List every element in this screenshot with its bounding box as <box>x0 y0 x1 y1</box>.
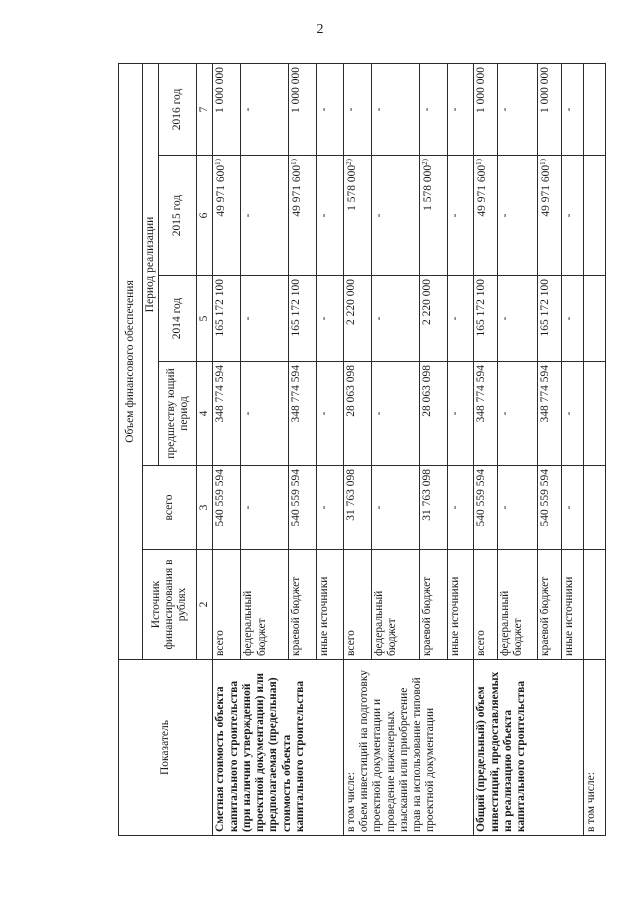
header-2016: 2016 год <box>159 63 197 155</box>
value-text: - <box>318 411 331 416</box>
value-cell <box>371 156 419 276</box>
value-cell <box>241 362 289 466</box>
value-cell <box>561 362 583 466</box>
value-cell <box>213 466 241 550</box>
value-text: - <box>498 316 511 321</box>
table-body <box>213 63 606 835</box>
value-text: 49 971 600 <box>476 164 489 217</box>
source-cell: всего <box>474 550 498 660</box>
value-text: 165 172 100 <box>214 279 227 337</box>
rotated-table-container <box>118 64 606 836</box>
value-cell <box>497 63 537 155</box>
column-number: 5 <box>197 276 213 362</box>
value-cell <box>474 156 498 276</box>
value-text: 540 559 594 <box>475 469 488 527</box>
source-cell: краевой бюджет <box>538 550 562 660</box>
value-cell <box>419 63 447 155</box>
value-cell <box>474 276 498 362</box>
empty-cell <box>583 156 605 276</box>
value-text: 31 763 098 <box>344 469 357 521</box>
value-text: - <box>318 213 331 218</box>
source-cell: иные источники <box>317 550 343 660</box>
value-cell <box>241 63 289 155</box>
value-text: 49 971 600 <box>540 164 553 217</box>
source-cell: всего <box>213 550 241 660</box>
value-text: - <box>318 505 331 510</box>
value-cell <box>447 276 473 362</box>
value-cell <box>289 63 317 155</box>
value-text: - <box>372 213 385 218</box>
value-cell <box>241 466 289 550</box>
value-text: 49 971 600 <box>291 164 304 217</box>
value-cell <box>317 63 343 155</box>
value-cell <box>213 63 241 155</box>
value-cell <box>538 466 562 550</box>
value-cell <box>213 362 241 466</box>
value-text: - <box>498 213 511 218</box>
value-cell <box>561 156 583 276</box>
header-period: Период реализации <box>143 63 159 465</box>
value-cell <box>289 276 317 362</box>
value-cell <box>474 63 498 155</box>
value-cell <box>289 362 317 466</box>
value-cell <box>241 276 289 362</box>
value-text: 540 559 594 <box>214 469 227 527</box>
value-text: - <box>448 505 461 510</box>
footnote-marker: 1) <box>475 159 484 165</box>
column-number: 7 <box>197 63 213 155</box>
table-title: Объем финансового обеспечения <box>119 63 143 659</box>
value-text: 165 172 100 <box>290 279 303 337</box>
source-cell: федеральный бюджет <box>241 550 289 660</box>
header-2014: 2014 год <box>159 276 197 362</box>
value-cell <box>343 156 371 276</box>
value-cell <box>317 362 343 466</box>
footer-label: в том числе: <box>583 660 605 836</box>
source-cell: федеральный бюджет <box>497 550 537 660</box>
value-text: 31 763 098 <box>420 469 433 521</box>
indicator-cell <box>343 660 473 836</box>
value-cell <box>497 156 537 276</box>
value-cell <box>538 276 562 362</box>
value-text: - <box>562 411 575 416</box>
value-cell <box>561 276 583 362</box>
value-cell <box>213 156 241 276</box>
value-cell <box>538 362 562 466</box>
table-row <box>343 63 371 835</box>
value-text: - <box>242 107 255 112</box>
empty-cell <box>583 466 605 550</box>
table-row <box>474 63 498 835</box>
header-total: всего <box>143 466 197 550</box>
value-cell <box>497 276 537 362</box>
value-text: - <box>448 213 461 218</box>
footnote-marker: 2) <box>420 159 429 165</box>
page-number: 2 <box>316 22 324 37</box>
value-cell <box>317 156 343 276</box>
source-cell: краевой бюджет <box>419 550 447 660</box>
table-row <box>583 63 605 835</box>
header-indicator: Показатель <box>119 660 213 836</box>
value-cell <box>538 63 562 155</box>
source-cell: краевой бюджет <box>289 550 317 660</box>
value-text: - <box>242 213 255 218</box>
value-cell <box>289 156 317 276</box>
value-text: 28 063 098 <box>420 365 433 417</box>
value-text: - <box>318 107 331 112</box>
value-text: 348 774 594 <box>214 365 227 423</box>
value-cell <box>317 276 343 362</box>
value-text: 1 578 000 <box>345 164 358 211</box>
footnote-marker: 1) <box>290 159 299 165</box>
value-cell <box>419 156 447 276</box>
empty-cell <box>583 362 605 466</box>
value-cell <box>343 362 371 466</box>
value-text: - <box>372 107 385 112</box>
value-text: 165 172 100 <box>539 279 552 337</box>
source-cell: иные источники <box>561 550 583 660</box>
indicator-prefix: в том числе: <box>344 772 357 832</box>
value-text: - <box>372 505 385 510</box>
value-text: 540 559 594 <box>539 469 552 527</box>
column-number: 4 <box>197 362 213 466</box>
empty-cell <box>583 550 605 660</box>
value-cell <box>447 156 473 276</box>
value-cell <box>538 156 562 276</box>
empty-cell <box>583 63 605 155</box>
value-cell <box>371 362 419 466</box>
header-source: Источник финансирования в рублях <box>143 550 197 660</box>
value-cell <box>371 276 419 362</box>
indicator-cell <box>474 660 583 836</box>
financing-table <box>118 63 606 836</box>
column-number: 2 <box>197 550 213 660</box>
value-text: 1 000 000 <box>539 66 552 113</box>
table-row <box>213 63 241 835</box>
source-cell: федеральный бюджет <box>371 550 419 660</box>
value-text: 2 220 000 <box>420 279 433 325</box>
value-text: - <box>448 316 461 321</box>
value-cell <box>213 276 241 362</box>
value-text: - <box>372 411 385 416</box>
indicator-label: объем инвестиций на подготовку проектной документации и проведение инженерных изысканий или приобретение прав на использование типовой проектной документации <box>358 669 437 832</box>
value-text: 348 774 594 <box>539 365 552 423</box>
value-cell <box>289 466 317 550</box>
value-cell <box>241 156 289 276</box>
footnote-marker: 2) <box>344 159 353 165</box>
value-cell <box>497 362 537 466</box>
value-cell <box>497 466 537 550</box>
value-text: - <box>344 107 357 112</box>
value-text: - <box>420 107 433 112</box>
value-text: - <box>448 411 461 416</box>
value-text: 1 000 000 <box>290 66 303 113</box>
value-cell <box>474 362 498 466</box>
value-text: - <box>242 411 255 416</box>
value-text: - <box>498 107 511 112</box>
value-cell <box>447 63 473 155</box>
indicator-label: Сметная стоимость объекта капитального строительства (при наличии утвержденной проектной документации) или предполагаемая (предельная) стоимость объекта капитального строительства <box>214 672 306 832</box>
indicator-cell <box>213 660 343 836</box>
value-cell <box>317 466 343 550</box>
value-cell <box>343 276 371 362</box>
value-text: - <box>562 213 575 218</box>
footnote-marker: 1) <box>539 159 548 165</box>
column-number: 3 <box>197 466 213 550</box>
footnote-marker: 1) <box>214 159 223 165</box>
value-text: 348 774 594 <box>475 365 488 423</box>
value-cell <box>343 63 371 155</box>
value-cell <box>419 466 447 550</box>
value-cell <box>561 466 583 550</box>
value-text: 1 578 000 <box>421 164 434 211</box>
value-text: 540 559 594 <box>290 469 303 527</box>
header-previous-period: предшеству ющий период <box>159 362 197 466</box>
value-text: 1 000 000 <box>475 66 488 113</box>
source-cell: иные источники <box>447 550 473 660</box>
value-text: 348 774 594 <box>290 365 303 423</box>
value-text: - <box>242 316 255 321</box>
value-text: - <box>448 107 461 112</box>
indicator-label: Общий (предельный) объем инвестиций, предоставляемых на реализацию объекта капитального строительства <box>475 671 527 832</box>
value-text: 1 000 000 <box>214 66 227 113</box>
value-cell <box>371 63 419 155</box>
column-number: 6 <box>197 156 213 276</box>
header-2015: 2015 год <box>159 156 197 276</box>
value-text: 28 063 098 <box>344 365 357 417</box>
value-text: - <box>372 316 385 321</box>
value-cell <box>343 466 371 550</box>
value-cell <box>561 63 583 155</box>
empty-cell <box>583 276 605 362</box>
value-text: - <box>498 411 511 416</box>
value-cell <box>447 466 473 550</box>
value-text: 49 971 600 <box>215 164 228 217</box>
value-cell <box>371 466 419 550</box>
value-text: 165 172 100 <box>475 279 488 337</box>
value-cell <box>447 362 473 466</box>
value-text: - <box>562 505 575 510</box>
value-cell <box>419 276 447 362</box>
value-text: - <box>562 316 575 321</box>
value-text: - <box>562 107 575 112</box>
value-cell <box>419 362 447 466</box>
source-cell: всего <box>343 550 371 660</box>
value-text: - <box>242 505 255 510</box>
value-text: - <box>498 505 511 510</box>
value-text: 2 220 000 <box>344 279 357 325</box>
value-text: - <box>318 316 331 321</box>
value-cell <box>474 466 498 550</box>
